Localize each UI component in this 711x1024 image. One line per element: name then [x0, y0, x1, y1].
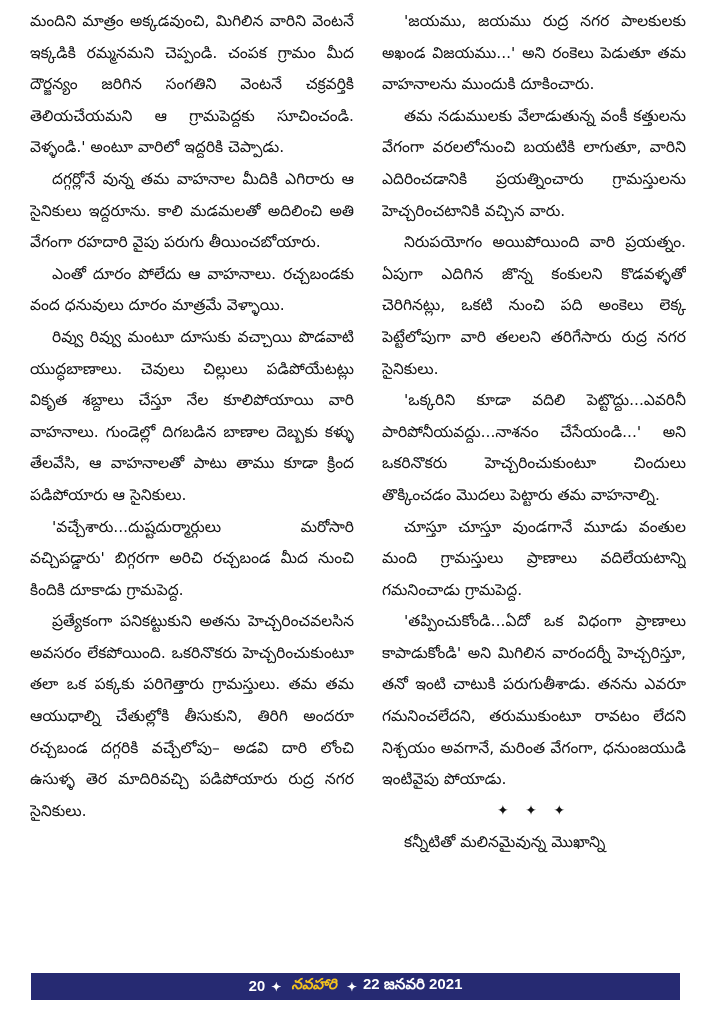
right-column — [382, 6, 686, 966]
magazine-logo: నవహారి — [291, 976, 337, 993]
paragraph: దగ్గర్లోనే వున్న తమ వాహనాల మీదికి ఎగిరారు ఆ సైనికులు ఇద్దరూను. కాలి మడమలతో అదిలించి అతి వేగంగా రహదారి వైపు పరుగు తీయించబోయారు. — [30, 169, 354, 252]
paragraph: ప్రత్యేకంగా పనికట్టుకుని అతను హెచ్చరించవలసిన అవసరం లేకపోయింది. ఒకరినొకరు హెచ్చరించుకుంటూ తలా ఒక పక్కకు పరిగెత్తారు గ్రామస్తులు. తమ తమ ఆయుధాల్ని చేతుల్లోకి తీసుకుని, తిరిగి అందరూ రచ్చబండ దగ్గరికి వచ్చేలోపు– అడవి దారి లోంచి ఉసుళ్ళ తెర మాదిరివచ్చి పడిపోయారు రుద్ర నగర సైనికులు. — [30, 612, 354, 820]
paragraph: చూస్తూ చూస్తూ వుండగానే మూడు వంతుల మంది గ్రామస్తులు ప్రాణాలు వదిలేయటాన్ని గమనించాడు గ్రామపెద్ద. — [382, 517, 686, 599]
paragraph: 'వచ్చేశారు...దుష్టదుర్మార్గులు మరోసారి వచ్చిపడ్డారు' బిగ్గరగా అరిచి రచ్చబండ మీద నుంచి కిందికి దూకాడు గ్రామపెద్ద. — [30, 517, 354, 599]
page-footer — [31, 973, 680, 1000]
paragraph: ఎంతో దూరం పోలేదు ఆ వాహనాలు. రచ్చబండకు వంద ధనువులు దూరం మాత్రమే వెళ్ళాయి. — [30, 264, 354, 315]
paragraph: 'జయము, జయము రుద్ర నగర పాలకులకు అఖండ విజయము...' అని రంకెలు పెడుతూ తమ వాహనాలను ముందుకి దూకించారు. — [382, 12, 686, 94]
paragraph: రివ్వు రివ్వు మంటూ దూసుకు వచ్చాయి పొడవాటి యుద్ధబాణాలు. చెవులు చిల్లులు పడిపోయేటట్లు వికృత శబ్దాలు చేస్తూ నేల కూలిపోయాయి వారి వాహనాలు. గుండెల్లో దిగబడిన బాణాల దెబ్బకు కళ్ళు తేలవేసి, ఆ వాహనాలతో పాటు తాము కూడా క్రింద పడిపోయారు ఆ సైనికులు. — [30, 327, 354, 504]
paragraph: కన్నీటితో మలినమైవున్న మొఖాన్ని — [404, 833, 606, 852]
page-number: 20 — [248, 978, 266, 995]
paragraph: 'తప్పించుకోండి...ఏదో ఒక విధంగా ప్రాణాలు కాపాడుకోండి' అని మిగిలిన వారందర్నీ హెచ్చరిస్తూ, తనో ఇంటి చాటుకి పరుగుతీశాడు. తనను ఎవరూ గమనించలేదని, తరుముకుంటూ రావటం లేదని నిశ్చయం అవగానే, మరింత వేగంగా, ధనుంజయుడి ఇంటివైపు పోయాడు. — [382, 612, 686, 789]
left-column — [30, 6, 354, 966]
paragraph: మందిని మాత్రం అక్కడవుంచి, మిగిలిన వారిని వెంటనే ఇక్కడికి రమ్మనమని చెప్పండి. చంపక గ్రామం మీద దౌర్జన్యం జరిగిన సంగతిని వెంటనే చక్రవర్తికి తెలియచేయమని ఆ గ్రామపెద్దకు సూచించండి. వెళ్ళండి.' అంటూ వారిలో ఇద్దరికి చెప్పాడు. — [30, 12, 354, 157]
issue-date: 22 జనవరి 2021 — [362, 976, 463, 993]
paragraph: తమ నడుములకు వేలాడుతున్న వంకీ కత్తులను వేగంగా వరలలోనుంచి బయటికి లాగుతూ, వారిని ఎదిరించడానికి ప్రయత్నించారు గ్రామస్తులను హెచ్చరించటానికి వచ్చిన వారు. — [382, 106, 686, 220]
paragraph: 'ఒక్కరిని కూడా వదిలి పెట్టొద్దు...ఎవరినీ పారిపోనీయవద్దు...నాశనం చేసేయండి...' అని ఒకరినొకరు హెచ్చరించుకుంటూ చిందులు తొక్కించడం మొదలు పెట్టారు తమ వాహనాల్ని. — [382, 391, 686, 504]
paragraph: నిరుపయోగం అయిపోయింది వారి ప్రయత్నం. ఏపుగా ఎదిగిన జొన్న కంకులని కొడవళ్ళతో చెరిగినట్లు, ఒకటి నుంచి పది అంకెలు లెక్క పెట్టేలోపుగా వారి తలలని తరిగేసారు రుద్ర నగర సైనికులు. — [382, 233, 686, 378]
star-icon: ✦ — [271, 979, 282, 994]
star-icon: ✦ — [346, 979, 357, 994]
section-separator: ✦ ✦ ✦ — [496, 802, 572, 819]
